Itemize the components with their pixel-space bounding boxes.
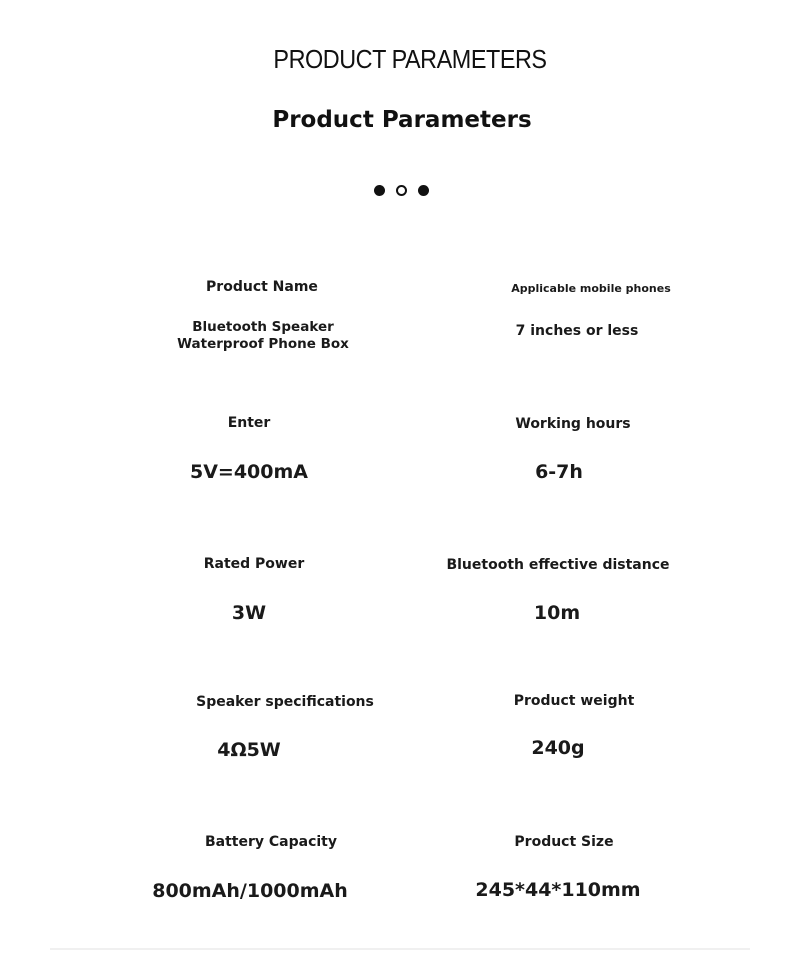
hollow-dot-icon [396,185,407,196]
param-value-rated-power: 3W [231,602,267,624]
dot-icon [418,185,429,196]
param-label-speaker-specs: Speaker specifications [196,694,374,710]
param-value-bluetooth-distance: 10m [533,602,581,624]
param-label-product-name: Product Name [206,279,318,295]
param-label-enter: Enter [227,415,271,431]
decorative-dots [374,185,430,197]
param-value-product-name: Bluetooth Speaker Waterproof Phone Box [177,319,349,352]
param-value-applicable-phones: 7 inches or less [515,323,639,339]
param-value-product-weight: 240g [531,737,585,759]
divider [50,948,750,950]
param-value-product-size: 245*44*110mm [475,879,641,901]
page-subtitle: Product Parameters [272,107,532,133]
param-label-product-weight: Product weight [513,693,635,709]
param-label-battery-capacity: Battery Capacity [204,834,337,850]
page-title: PRODUCT PARAMETERS [273,44,547,74]
dot-icon [374,185,385,196]
param-value-speaker-specs: 4Ω5W [217,739,281,761]
param-label-product-size: Product Size [514,834,614,850]
param-label-working-hours: Working hours [515,416,631,432]
param-label-bluetooth-distance: Bluetooth effective distance [446,557,670,573]
param-value-battery-capacity: 800mAh/1000mAh [152,880,348,902]
param-value-working-hours: 6-7h [535,461,583,483]
param-value-enter: 5V=400mA [189,461,308,483]
param-label-rated-power: Rated Power [203,556,305,572]
param-label-applicable-phones: Applicable mobile phones [511,282,671,295]
